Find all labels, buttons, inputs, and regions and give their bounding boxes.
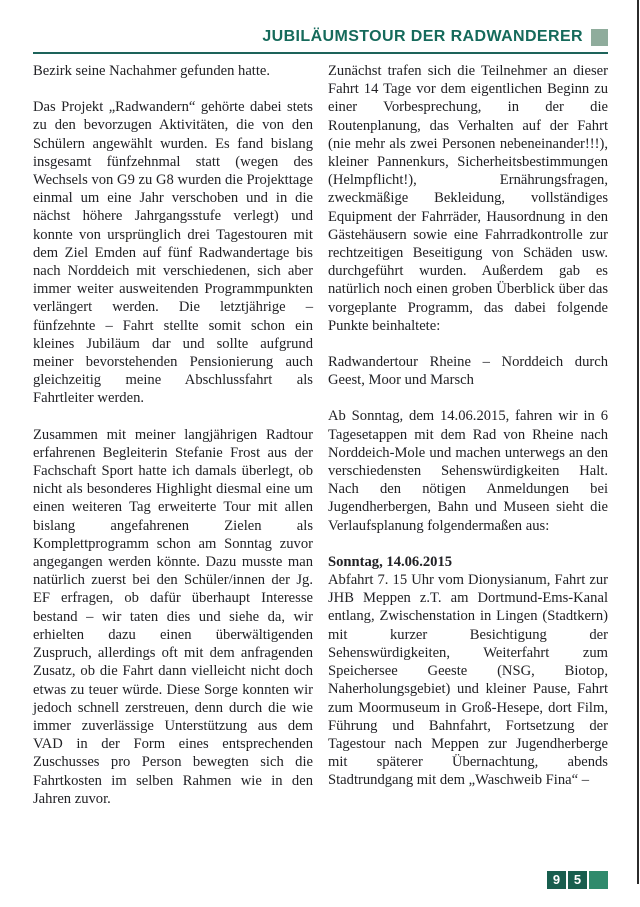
- header-accent-square: [591, 29, 608, 46]
- left-column: [33, 62, 313, 826]
- paragraph-project-history: Das Projekt „Radwandern“ gehörte dabei stets zu den bevorzugen Aktivitäten, die von den Schülern angewählt wurden. Es fand bislang insgesamt fünfzehnmal statt (wegen des Wechsels von G9 zu G8 wurden die Projekttage einmal um eine Jahr verschoben und in die nächst höhere Jahrgangsstufe verlegt) und konnte von ursprünglich drei Tagestouren mit dem Ziel Emden auf fünf Radwandertage bis nach Norddeich mit verschiedenen, sich aber immer weiter ausweitenden Programmpunkten verlängert werden. Die letztjährige – fünfzehnte – Fahrt stellte somit schon ein kleines Jubiläum dar und sollte aufgrund meiner bevorstehenden Pensionierung auch gleichzeitig meine Abschlussfahrt als Fahrtleiter werden.: [33, 99, 313, 407]
- right-column: [328, 62, 608, 826]
- paragraph-schedule-intro: Ab Sonntag, dem 14.06.2015, fahren wir in 6 Tagesetappen mit dem Rad von Rheine nach Norddeich-Mole und machen unterwegs an den verschiedensten Sehenswürdigkeiten Halt. Nach den nötigen Anmeldungen bei Jugendherbergen, Bahn und Museen sieht die Verlaufsplanung folgendermaßen aus:: [328, 408, 608, 534]
- paragraph-carryover: Bezirk seine Nachahmer gefunden hatte.: [33, 63, 271, 79]
- day-heading-sunday: Sonntag, 14.06.2015: [328, 553, 453, 570]
- page-header-title: JUBILÄUMSTOUR DER RADWANDERER: [262, 28, 583, 45]
- paragraph-tour-title: Radwandertour Rheine – Norddeich durch Geest, Moor und Marsch: [328, 354, 608, 389]
- paragraph-briefing: Zunächst trafen sich die Teilnehmer an dieser Fahrt 14 Tage vor dem eigentlichen Beginn zu einer Vorbesprechung, in der die Routenplanung, das Verhalten auf der Fahrt (nie mehr als zwei Personen nebeneinander!!!), kleiner Pannenkurs, Sicherheitsbestimmungen (Helmpflicht!), Ernährungsfragen, zweckmäßige Bekleidung, vollständiges Equipment der Fahrräder, Hausordnung in den Gästehäusern sowie eine Fahrradkontrolle zur rechtzeitigen Beseitigung von Schäden usw. durchgeführt wurden. Außerdem gab es natürlich noch einen groben Überblick über das vorgeplante Programm, das dabei folgende Punkte beinhaltete:: [328, 63, 608, 334]
- paragraph-day1-itinerary: Abfahrt 7. 15 Uhr vom Dionysianum, Fahrt zur JHB Meppen z.T. am Dortmund-Ems-Kanal entlang, Zwischenstation in Lingen (Stadtkern) mit kurzer Besichtigung der Sehenswürdigkeiten, Weiterfahrt zum Speichersee Geeste (NSG, Biotop, Naherholungsgebiet) und kleiner Pause, Fahrt zum Moormuseum in Groß-Hesepe, dort Film, Führung und Bahnfahrt, Fortsetzung der Tagestour nach Meppen zur Jugendherberge mit späterer Übernachtung, abends Stadtrundgang mit dem „Waschweib Fina“ –: [328, 572, 608, 789]
- page-number-box-left: 9: [547, 871, 566, 889]
- footer-accent-square: [589, 871, 608, 889]
- page-number-footer: [547, 871, 608, 889]
- two-column-body: [0, 54, 640, 826]
- paragraph-planning: Zusammen mit meiner langjährigen Radtour erfahrenen Begleiterin Stefanie Frost aus der Fachschaft Sport hatte ich damals überlegt, ob nicht als besonderes Highlight diesmal eine um einen weiteren Tag erweiterte Tour mit allen bislang angefahrenen Zielen als Komplettprogramm schon am Sonntag zuvor angegangen werden könnte. Dazu musste man natürlich zuerst bei den Schüler/innen der Jg. EF erfragen, ob dafür überhaupt Interesse bestand – wir taten dies und siehe da, wir erhielten dazu einen überwältigenden Zuspruch, allerdings oft mit dem anfragenden Zusatz, ob die Fahrt dann vielleicht nicht doch etwas zu teuer würde. Diese Sorge konnten wir jedoch schnell zerstreuen, denn durch die wie immer zuverlässige Unterstützung aus dem VAD in der Form eines entsprechenden Zuschusses pro Person bewegten sich die Fahrtkosten im selben Rahmen wie in den Jahren zuvor.: [33, 426, 313, 807]
- scan-page-edge: [637, 0, 639, 884]
- page-number-box-right: 5: [568, 871, 587, 889]
- page-header: [0, 0, 640, 54]
